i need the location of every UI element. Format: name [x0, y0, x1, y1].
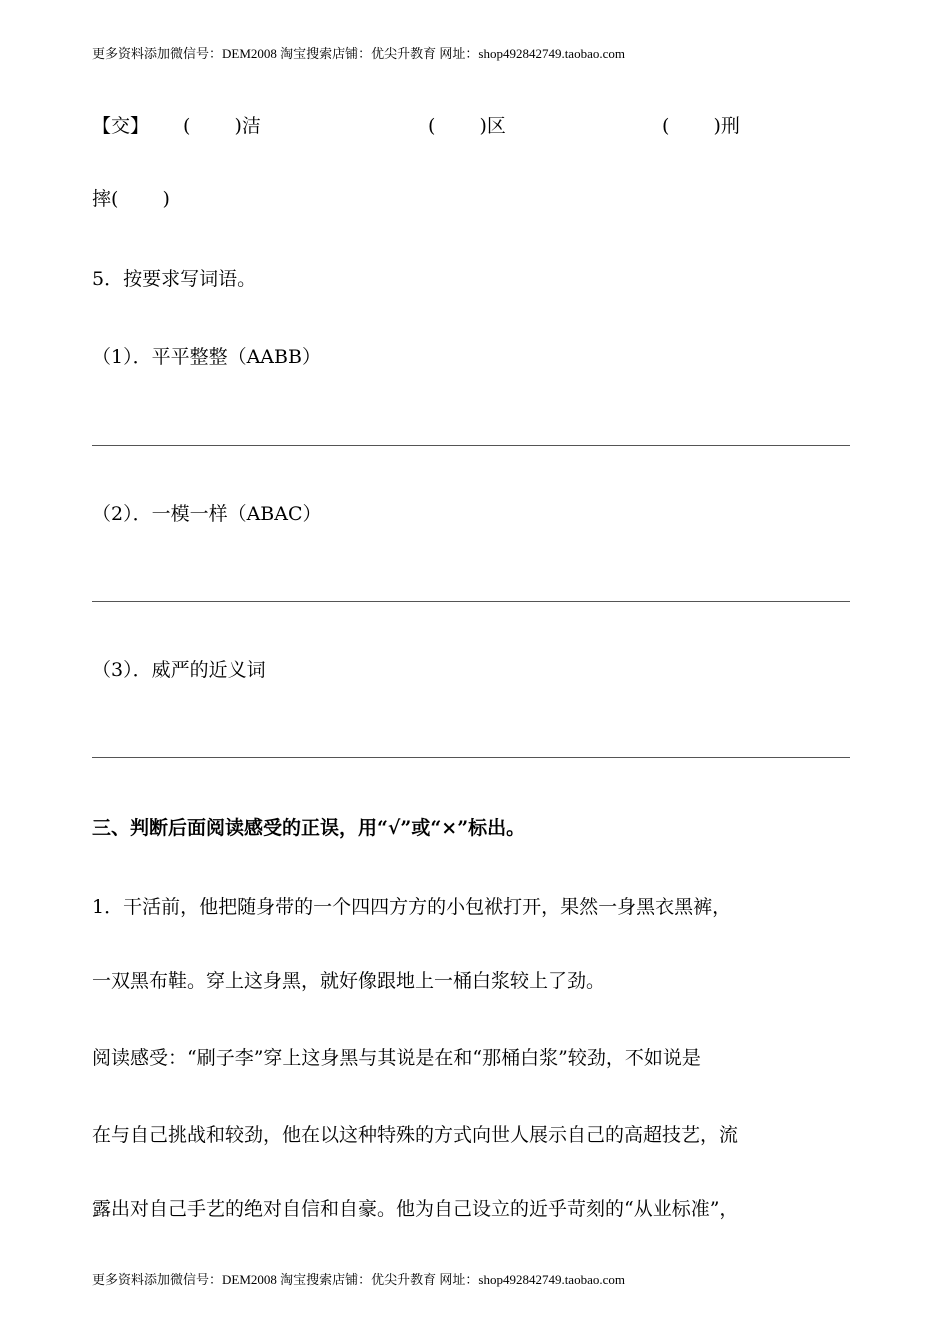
section3-title: 三、判断后面阅读感受的正误，用“√”或“×”标出。: [92, 817, 526, 839]
passage-line-2: 一双黑布鞋。穿上这身黑，就好像跟地上一桶白浆较上了劲。: [92, 970, 606, 992]
q5-sub2: （2）．一模一样（ABAC）: [92, 503, 322, 525]
jiao-blank-1[interactable]: ( )洁: [183, 115, 261, 137]
jiao-blank-2[interactable]: ( )区: [428, 115, 506, 137]
jiao-blank-3[interactable]: ( )刑: [662, 115, 740, 137]
page-footer: 更多资料添加微信号：DEM2008 淘宝搜索店铺：优尖升教育 网址：shop492842749.taobao.com: [92, 1272, 625, 1287]
reading-response-line-1: 阅读感受：“刷子李”穿上这身黑与其说是在和“那桶白浆”较劲，不如说是: [92, 1047, 701, 1069]
reading-response-line-3: 露出对自己手艺的绝对自信和自豪。他为自己设立的近乎苛刻的“从业标准”，: [92, 1198, 739, 1220]
page-header: 更多资料添加微信号：DEM2008 淘宝搜索店铺：优尖升教育 网址：shop492842749.taobao.com: [92, 46, 625, 61]
q5-title: 5．按要求写词语。: [92, 268, 257, 290]
answer-line-1[interactable]: [92, 445, 850, 446]
jiao-blank-4[interactable]: 摔( ): [92, 188, 170, 210]
answer-line-2[interactable]: [92, 601, 850, 602]
passage-line-1: 1．干活前，他把随身带的一个四四方方的小包袱打开，果然一身黑衣黑裤，: [92, 896, 732, 918]
q5-sub3: （3）．威严的近义词: [92, 659, 266, 681]
answer-line-3[interactable]: [92, 757, 850, 758]
jiao-label: 【交】: [92, 115, 150, 137]
reading-response-line-2: 在与自己挑战和较劲，他在以这种特殊的方式向世人展示自己的高超技艺，流: [92, 1124, 739, 1146]
q5-sub1: （1）．平平整整（AABB）: [92, 346, 321, 368]
